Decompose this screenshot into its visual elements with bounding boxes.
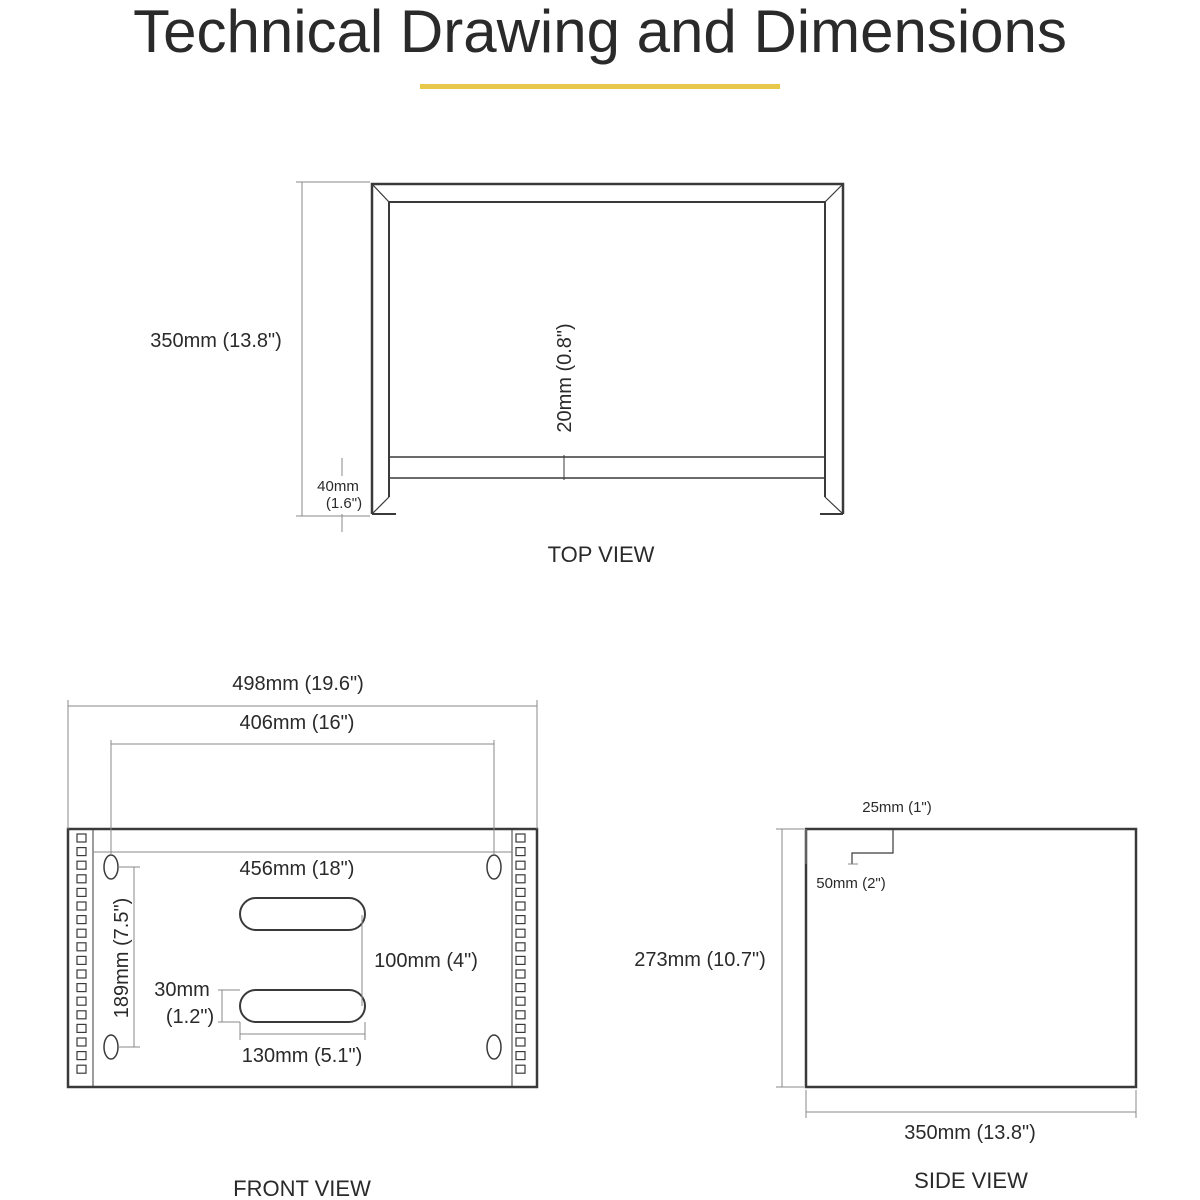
front-view-overall-width-label: 498mm (19.6") [232,673,364,695]
title-underline [420,84,780,89]
side-view-notch-width-label: 25mm (1") [862,799,932,816]
side-view-width-label: 350mm (13.8") [904,1122,1036,1144]
side-view-height-label: 273mm (10.7") [634,949,766,971]
rail-hole [516,1038,525,1046]
front-view-slot-spacing-label: 100mm (4") [374,950,478,972]
front-view-slot-width-label: 130mm (5.1") [241,1045,363,1067]
cable-slot-upper [240,898,365,930]
top-view-lip-label-1: 40mm [317,478,359,495]
rail-hole [516,970,525,978]
rail-hole [516,929,525,937]
rail-hole [516,984,525,992]
mount-hole-bottom-right [487,1035,501,1059]
mount-hole-bottom-left [104,1035,118,1059]
rail-hole [516,943,525,951]
rail-hole [516,848,525,856]
rail-hole [77,834,86,842]
front-view-right-rail-holes [516,834,525,1073]
rail-hole [516,861,525,869]
rail-hole [77,861,86,869]
rail-hole [77,1052,86,1060]
side-view [806,829,1136,1087]
rail-hole [77,888,86,896]
front-view-hole-span-label: 456mm (18") [239,858,355,880]
top-view-label: TOP VIEW [547,542,655,567]
top-view-outer-frame [372,184,843,514]
rail-hole [516,997,525,1005]
rail-hole [516,916,525,924]
top-view-depth-label: 350mm (13.8") [150,330,282,352]
rail-hole [516,1065,525,1073]
mount-hole-top-right [487,855,501,879]
rail-hole [77,875,86,883]
front-view-slot-height-label-1: 30mm [154,979,210,1001]
front-view-slot-height-label-2: (1.2") [165,1006,215,1028]
front-view-vertical-spacing-label: 189mm (7.5") [111,897,133,1019]
rail-hole [77,902,86,910]
rail-hole [516,1024,525,1032]
top-view-bar-gap-label: 20mm (0.8") [554,323,576,433]
rail-hole [77,943,86,951]
rail-hole [516,1052,525,1060]
rail-hole [77,848,86,856]
rail-hole [77,1024,86,1032]
rail-hole [77,956,86,964]
rail-hole [77,984,86,992]
rail-hole [77,997,86,1005]
cable-slot-lower [240,990,365,1022]
rail-hole [77,1065,86,1073]
rail-hole [516,902,525,910]
mount-hole-top-left [104,855,118,879]
side-view-panel [806,829,1136,1087]
rail-hole [516,1011,525,1019]
front-view-left-rail-holes [77,834,86,1073]
page-title: Technical Drawing and Dimensions [133,0,1067,65]
rail-hole [516,956,525,964]
front-view-label: FRONT VIEW [233,1176,371,1200]
rail-hole [516,875,525,883]
rail-hole [77,970,86,978]
rail-hole [516,888,525,896]
side-view-dimension-lines [776,829,1136,1118]
top-view [372,184,843,514]
rail-hole [77,1011,86,1019]
side-view-notch-height-label: 50mm (2") [816,875,886,892]
top-view-inner-frame [389,202,825,497]
side-view-label: SIDE VIEW [914,1168,1028,1193]
front-view-mount-spacing-label: 406mm (16") [239,712,355,734]
rail-hole [77,1038,86,1046]
rail-hole [516,834,525,842]
rail-hole [77,929,86,937]
rail-hole [77,916,86,924]
side-view-notch [852,829,893,864]
top-view-lip-label-2: (1.6") [325,495,363,512]
